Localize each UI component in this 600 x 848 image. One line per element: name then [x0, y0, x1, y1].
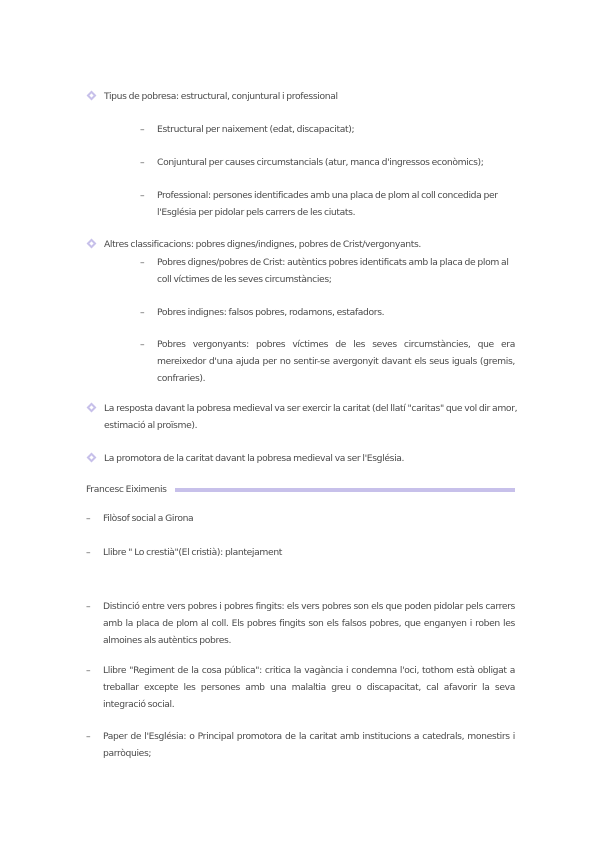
- dash-bullet: –: [140, 307, 145, 318]
- dash-bullet: –: [140, 339, 145, 350]
- dash-bullet: –: [140, 157, 145, 168]
- altres-heading: Altres classificacions: pobres dignes/indignes, pobres de Crist/vergonyants.: [104, 239, 421, 250]
- eiximenis-item-2: Llibre " Lo crestià"(El cristià): plantejament: [103, 547, 283, 558]
- tipus-heading: Tipus de pobresa: estructural, conjuntural i professional: [104, 91, 338, 102]
- promotora-text: La promotora de la caritat davant la pobresa medieval va ser l'Església.: [104, 453, 405, 464]
- eiximenis-item-3: Distinció entre vers pobres i pobres fingits: els vers pobres son els que poden pidolar pels carrers amb la placa de plom al coll. Els pobres fingits son els falsos pobres, que enganyen i roben les almoines als autèntics pobres.: [103, 601, 515, 646]
- tipus-item-1: Estructural per naixement (edat, discapacitat);: [157, 124, 355, 135]
- altres-item-3: Pobres vergonyants: pobres víctimes de les seves circumstàncies, que era mereixedor d'una ajuda per no sentir-se avergonyit davant els seus iguals (gremis, confraries).: [157, 339, 515, 384]
- dash-bullet: –: [86, 731, 91, 742]
- dash-bullet: –: [86, 513, 91, 524]
- resposta-text: La resposta davant la pobresa medieval va ser exercir la caritat (del llatí "caritas" que vol dir amor, estimació al proïsme).: [104, 403, 518, 431]
- diamond-bullet-icon: [87, 239, 97, 249]
- eiximenis-title: Francesc Eiximenis: [86, 484, 167, 495]
- dash-bullet: –: [86, 547, 91, 558]
- altres-item-2: Pobres indignes: falsos pobres, rodamons, estafadors.: [157, 307, 385, 318]
- dash-bullet: –: [140, 190, 145, 201]
- eiximenis-item-5: Paper de l'Església: o Principal promotora de la caritat amb institucions a catedrals, monestirs i parròquies;: [103, 731, 515, 759]
- diamond-bullet-icon: [87, 403, 97, 413]
- tipus-item-2: Conjuntural per causes circumstancials (atur, manca d'ingressos econòmics);: [157, 157, 484, 168]
- dash-bullet: –: [86, 601, 91, 612]
- altres-item-1: Pobres dignes/pobres de Crist: autèntics pobres identificats amb la placa de plom al coll víctimes de les seves circumstàncies;: [157, 257, 509, 285]
- eiximenis-item-1: Filòsof social a Girona: [103, 513, 194, 524]
- dash-bullet: –: [140, 124, 145, 135]
- diamond-bullet-icon: [87, 453, 97, 463]
- eiximenis-item-4: Llibre "Regiment de la cosa pública": critica la vagància i condemna l'oci, tothom està obligat a treballar excepte les persones amb una malaltia greu o discapacitat, cal afavorir la seva integració social.: [103, 665, 515, 710]
- section-divider: [175, 488, 515, 492]
- tipus-item-3: Professional: persones identificades amb una placa de plom al coll concedida per l'Església per pidolar pels carrers de les ciutats.: [157, 190, 498, 218]
- dash-bullet: –: [86, 665, 91, 676]
- diamond-bullet-icon: [87, 91, 97, 101]
- dash-bullet: –: [140, 257, 145, 268]
